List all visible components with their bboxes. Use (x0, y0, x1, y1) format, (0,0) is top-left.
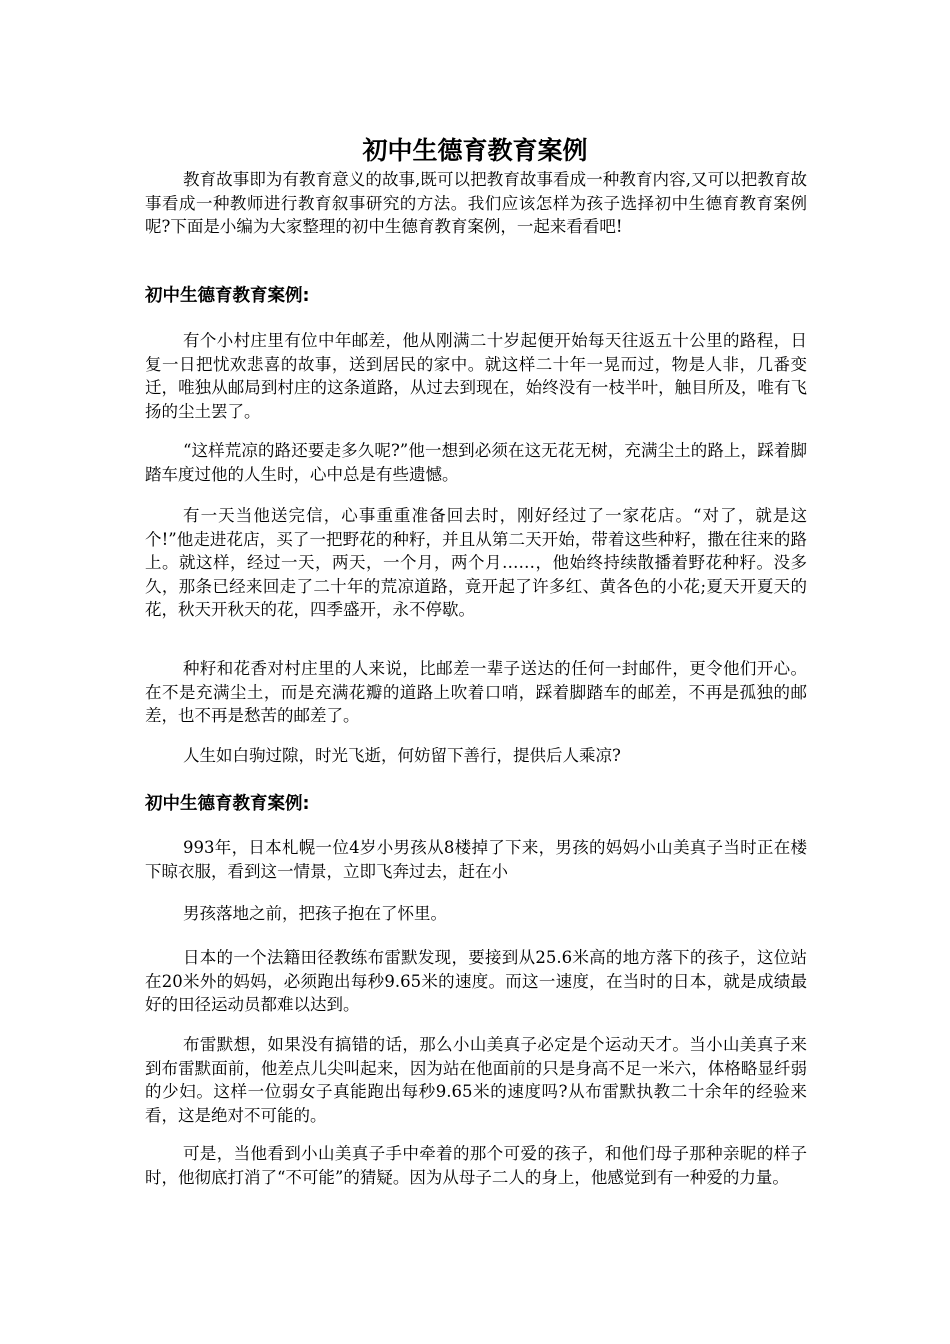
section-1-paragraph-2: “这样荒凉的路还要走多久呢?”他一想到必须在这无花无树，充满尘土的路上，踩着脚踏车度过他的人生时，心中总是有些遗憾。 (145, 441, 807, 484)
section-2-paragraph-3: 日本的一个法籍田径教练布雷默发现，要接到从25.6米高的地方落下的孩子，这位站在20米外的妈妈，必须跑出每秒9.65米的速度。而这一速度，在当时的日本，就是成绩最好的田径运动员都难以达到。 (145, 948, 807, 1014)
intro-paragraph: 教育故事即为有教育意义的故事,既可以把教育故事看成一种教育内容,又可以把教育故事看成一种教师进行教育叙事研究的方法。我们应该怎样为孩子选择初中生德育教育案例呢?下面是小编为大家整理的初中生德育教育案例，一起来看看吧! (145, 170, 807, 236)
section-1-heading: 初中生德育教育案例: (145, 286, 310, 306)
section-1-paragraph-1: 有个小村庄里有位中年邮差，他从刚满二十岁起便开始每天往返五十公里的路程，日复一日把忧欢悲喜的故事，送到居民的家中。就这样二十年一晃而过，物是人非，几番变迁，唯独从邮局到村庄的这条道路，从过去到现在，始终没有一枝半叶，触目所及，唯有飞扬的尘土罢了。 (145, 331, 807, 421)
section-2-paragraph-5: 可是，当他看到小山美真子手中牵着的那个可爱的孩子，和他们母子那种亲昵的样子时，他彻底打消了“不可能”的猜疑。因为从母子二人的身上，他感觉到有一种爱的力量。 (145, 1144, 807, 1187)
section-2-heading: 初中生德育教育案例: (145, 794, 310, 814)
section-1-paragraph-4: 种籽和花香对村庄里的人来说，比邮差一辈子送达的任何一封邮件，更令他们开心。在不是充满尘土，而是充满花瓣的道路上吹着口哨，踩着脚踏车的邮差，不再是孤独的邮差，也不再是愁苦的邮差了。 (145, 659, 807, 725)
section-1-paragraph-5: 人生如白驹过隙，时光飞逝，何妨留下善行，提供后人乘凉? (183, 746, 621, 765)
section-2-paragraph-1: 993年，日本札幌一位4岁小男孩从8楼掉了下来，男孩的妈妈小山美真子当时正在楼下晾衣服，看到这一情景，立即飞奔过去，赶在小 (145, 838, 807, 881)
section-1-paragraph-3: 有一天当他送完信，心事重重准备回去时，刚好经过了一家花店。“对了，就是这个!”他走进花店，买了一把野花的种籽，并且从第二天开始，带着这些种籽，撒在往来的路上。就这样，经过一天，两天，一个月，两个月……，他始终持续散播着野花种籽。没多久，那条已经来回走了二十年的荒凉道路，竟开起了许多红、黄各色的小花;夏天开夏天的花，秋天开秋天的花，四季盛开，永不停歇。 (145, 506, 807, 619)
section-2-paragraph-2: 男孩落地之前，把孩子抱在了怀里。 (183, 904, 447, 923)
document-title: 初中生德育教育案例 (362, 135, 588, 165)
section-2-paragraph-4: 布雷默想，如果没有搞错的话，那么小山美真子必定是个运动天才。当小山美真子来到布雷默面前，他差点儿尖叫起来，因为站在他面前的只是身高不足一米六，体格略显纤弱的少妇。这样一位弱女子真能跑出每秒9.65米的速度吗?从布雷默执教二十余年的经验来看，这是绝对不可能的。 (145, 1035, 807, 1125)
